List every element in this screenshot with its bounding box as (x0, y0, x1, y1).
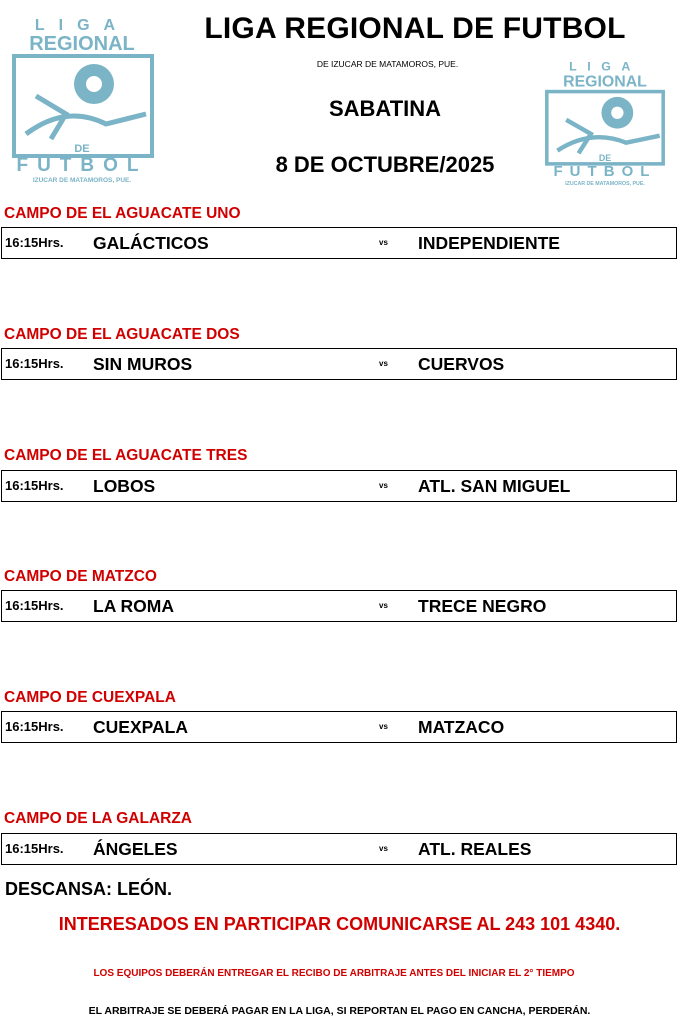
match-time: 16:15Hrs. (5, 598, 64, 613)
logo-word-futbol: FUTBOL (16, 155, 148, 176)
match-row (1, 470, 677, 502)
logo-word-de: DE (74, 143, 90, 155)
logo-word-futbol: FUTBOL (553, 163, 657, 181)
logo-word-liga: LIGA (34, 17, 130, 34)
page-subtitle: DE IZUCAR DE MATAMOROS, PUE. (316, 59, 459, 69)
logo-word-liga: LIGA (569, 59, 641, 74)
match-time: 16:15Hrs. (5, 478, 64, 493)
match-time: 16:15Hrs. (5, 356, 64, 371)
versus-label: vs (379, 722, 388, 731)
away-team: ATL. SAN MIGUEL (418, 476, 571, 496)
home-team: LA ROMA (93, 596, 175, 616)
field-name: CAMPO DE EL AGUACATE DOS (4, 326, 240, 343)
versus-label: vs (379, 844, 388, 853)
home-team: CUEXPALA (93, 717, 188, 737)
rest-team-note: DESCANSA: LEÓN. (5, 879, 173, 899)
match-time: 16:15Hrs. (5, 235, 64, 250)
schedule-day: SABATINA (328, 96, 442, 121)
match-row (1, 590, 677, 622)
home-team: ÁNGELES (93, 839, 178, 859)
away-team: TRECE NEGRO (418, 596, 547, 616)
versus-label: vs (379, 601, 388, 610)
away-team: ATL. REALES (418, 839, 532, 859)
contact-note: INTERESADOS EN PARTICIPAR COMUNICARSE AL 243 101 4340. (58, 914, 621, 934)
versus-label: vs (379, 481, 388, 490)
match-row (1, 227, 677, 259)
field-name: CAMPO DE LA GALARZA (4, 810, 192, 827)
field-name: CAMPO DE EL AGUACATE UNO (4, 205, 241, 222)
match-row (1, 348, 677, 380)
away-team: CUERVOS (418, 354, 505, 374)
logo-word-regional: REGIONAL (563, 73, 647, 91)
away-team: MATZACO (418, 717, 505, 737)
match-row (1, 711, 677, 743)
home-team: GALÁCTICOS (93, 233, 209, 253)
away-team: INDEPENDIENTE (418, 233, 560, 253)
home-team: SIN MUROS (93, 354, 193, 374)
home-team: LOBOS (93, 476, 156, 496)
versus-label: vs (379, 359, 388, 368)
schedule-date: 8 DE OCTUBRE/2025 (275, 152, 495, 177)
page-title: LIGA REGIONAL DE FUTBOL (204, 12, 626, 45)
field-name: CAMPO DE CUEXPALA (4, 689, 176, 706)
referee-receipt-note: LOS EQUIPOS DEBERÁN ENTREGAR EL RECIBO DE ARBITRAJE ANTES DEL INICIAR EL 2° TIEMPO (93, 968, 575, 979)
field-name: CAMPO DE MATZCO (4, 568, 157, 585)
logo-caption: IZUCAR DE MATAMOROS, PUE. (32, 177, 132, 184)
match-time: 16:15Hrs. (5, 719, 64, 734)
versus-label: vs (379, 238, 388, 247)
field-name: CAMPO DE EL AGUACATE TRES (4, 447, 248, 464)
league-logo-left (6, 14, 158, 184)
match-time: 16:15Hrs. (5, 841, 64, 856)
logo-word-regional: REGIONAL (29, 33, 135, 55)
match-row (1, 833, 677, 865)
logo-word-de: DE (598, 153, 612, 164)
referee-payment-note: EL ARBITRAJE SE DEBERÁ PAGAR EN LA LIGA, SI REPORTAN EL PAGO EN CANCHA, PERDERÁN. (88, 1005, 591, 1017)
logo-caption: IZUCAR DE MATAMOROS, PUE. (565, 181, 645, 186)
